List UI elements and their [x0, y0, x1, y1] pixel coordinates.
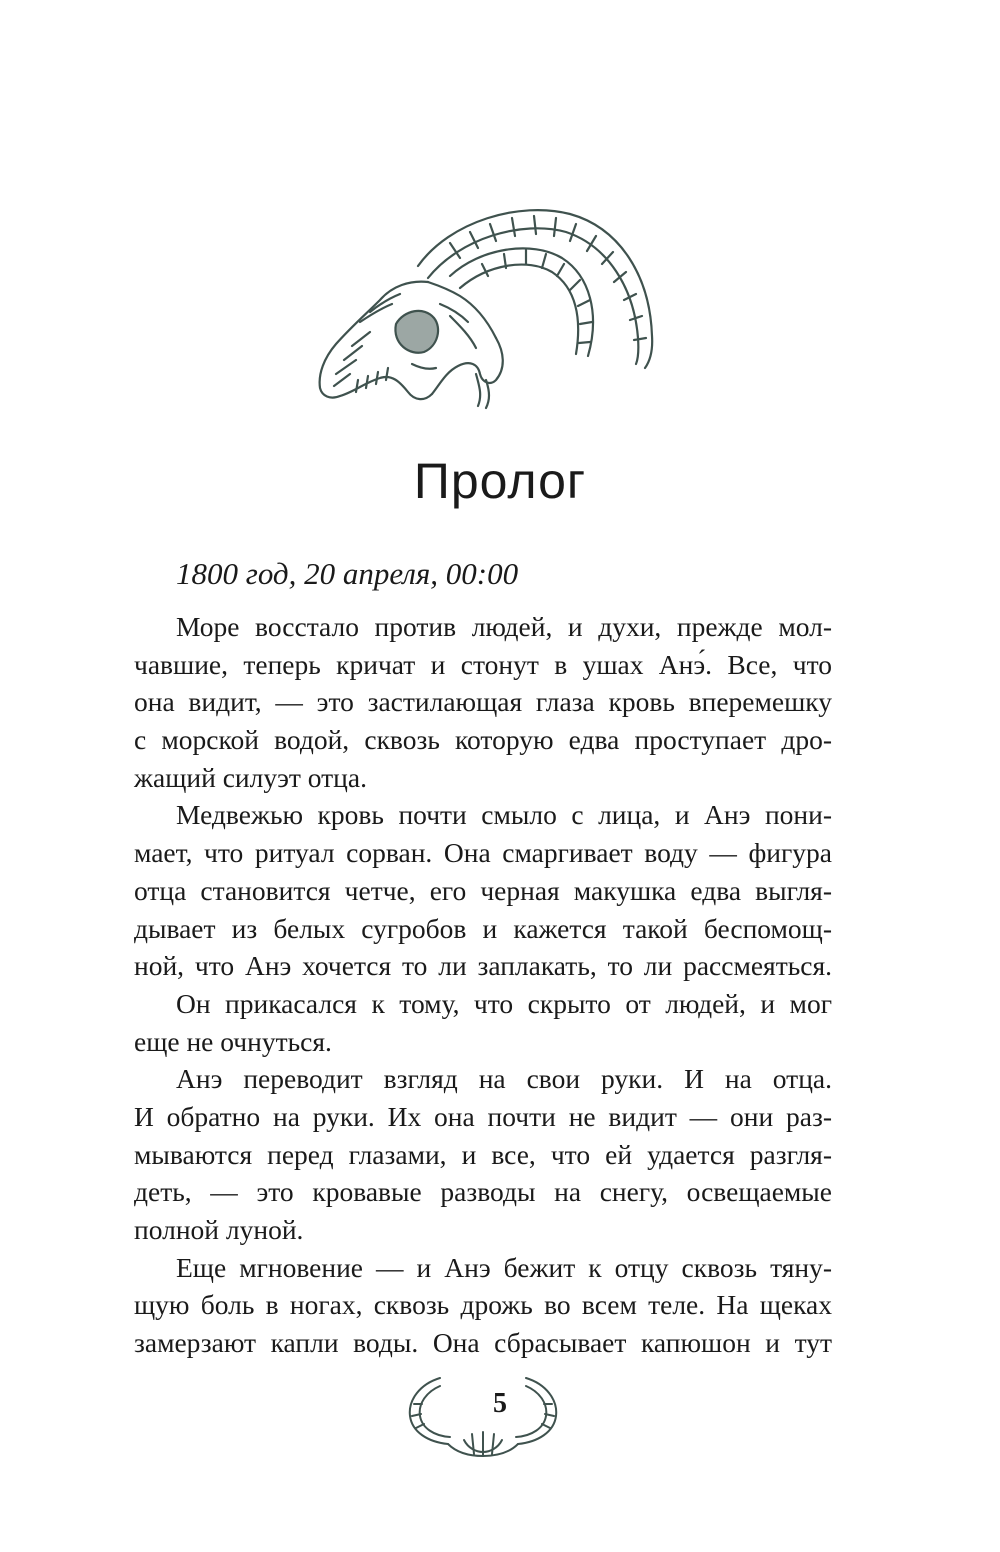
body-text	[134, 608, 832, 1362]
text-line: чавшие, теперь кричат и стонут в ушах Анэ́. Все, что	[134, 648, 832, 680]
text-line: Еще мгновение — и Анэ бежит к отцу сквозь тяну-	[176, 1251, 832, 1283]
text-line: дывает из белых сугробов и кажется такой беспомощ-	[134, 912, 832, 944]
text-line: она видит, — это застилающая глаза кровь вперемешку	[134, 686, 832, 718]
page-number: 5	[493, 1388, 507, 1419]
text-line: щую боль в ногах, сквозь дрожь во всем теле. На щеках	[134, 1289, 832, 1321]
text-line: мываются перед глазами, и все, что ей удается разгля-	[134, 1138, 832, 1170]
text-line: отца становится четче, его черная макушка едва выгля-	[134, 874, 832, 906]
text-line: Море восстало против людей, и духи, прежде мол-	[176, 611, 832, 642]
text-line: еще не очнуться.	[134, 1025, 332, 1057]
text-line: деть, — это кровавые разводы на снегу, освещаемые	[134, 1176, 832, 1208]
goat-skull-illustration	[300, 196, 680, 414]
text-line: Он прикасался к тому, что скрыто от людей, и мог	[176, 987, 832, 1019]
text-line: с морской водой, сквозь которую едва проступает дро-	[134, 724, 832, 756]
text-line: замерзают капли воды. Она сбрасывает капюшон и тут	[134, 1327, 832, 1359]
text-line: мает, что ритуал сорван. Она смаргивает воду — фигура	[134, 837, 832, 869]
text-line: Медвежью кровь почти смыло с лица, и Анэ пони-	[176, 799, 832, 831]
text-line: жащий силуэт отца.	[134, 761, 367, 793]
text-line: полной луной.	[134, 1214, 304, 1245]
text-line: И обратно на руки. Их она почти не видит — они раз-	[134, 1100, 832, 1132]
date-line: 1800 год, 20 апреля, 00:00	[176, 556, 519, 591]
text-line: ной, что Анэ хочется то ли заплакать, то ли рассмеяться.	[134, 950, 832, 982]
chapter-title: Пролог	[413, 453, 587, 509]
text-line: Анэ переводит взгляд на свои руки. И на отца.	[176, 1063, 832, 1095]
